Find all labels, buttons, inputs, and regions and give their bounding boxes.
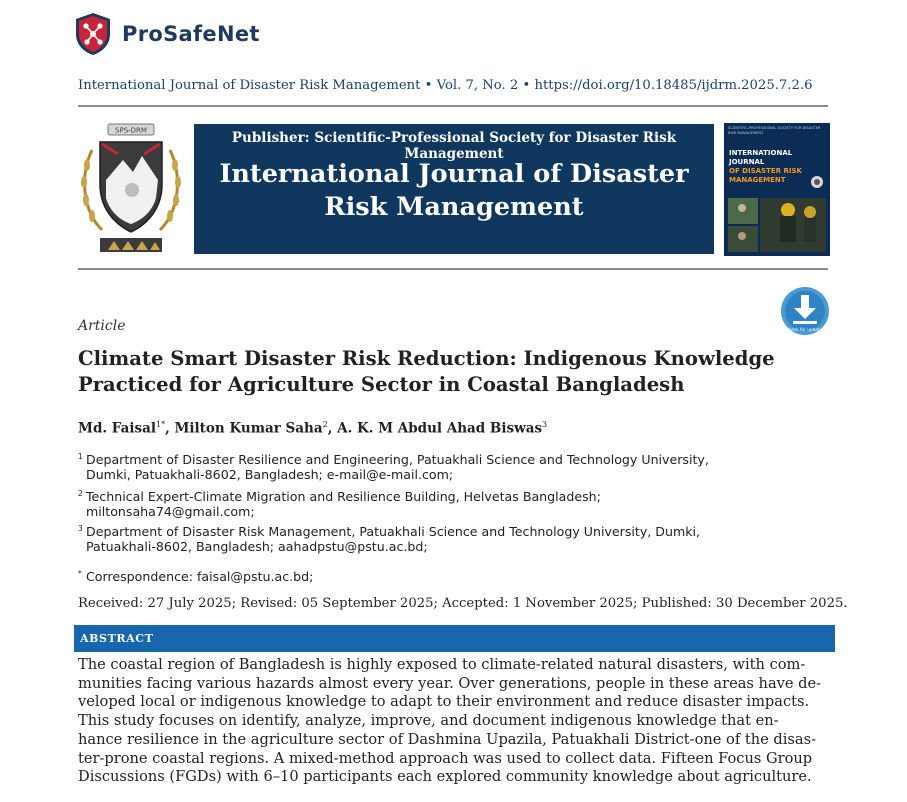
- cover-title-line-1: INTERNATIONAL JOURNAL: [729, 149, 793, 166]
- cover-publisher-text: SCIENTIFIC-PROFESSIONAL SOCIETY FOR DISASTER RISK MANAGEMENT: [728, 126, 821, 135]
- shield-network-icon: [74, 12, 112, 56]
- abstract-line: This study focuses on identify, analyze, improve, and document indigenous knowledge that en-: [78, 712, 779, 730]
- abstract-text: [78, 656, 830, 787]
- svg-text:SPS-DRM: SPS-DRM: [115, 126, 147, 135]
- affiliation-number: 2: [78, 489, 83, 498]
- affiliation-line: Patuakhali-8602, Bangladesh; aahadpstu@pstu.ac.bd;: [86, 539, 428, 554]
- affiliation: [78, 524, 798, 554]
- article-title-line-2: Practiced for Agriculture Sector in Coastal Bangladesh: [78, 373, 685, 396]
- abstract-line: veloped local or indigenous knowledge to adapt to their environment and reduce disaster impacts.: [78, 693, 810, 711]
- correspondence-mark: *: [78, 569, 82, 578]
- journal-name: International Journal of Disaster Risk Management: [78, 78, 421, 93]
- author-list: Md. Faisal$^{1*}$, Milton Kumar Saha$^2$, A. K. M Abdul Ahad Biswas$^3$: [78, 420, 548, 437]
- cover-emblem-icon: [810, 175, 824, 189]
- abstract-label: ABSTRACT: [80, 632, 154, 645]
- bullet-separator: •: [424, 78, 437, 93]
- check-updates-label: Check for updates: [785, 328, 825, 333]
- author-affiliation-mark: 1*: [155, 420, 166, 429]
- volume-issue: Vol. 7, No. 2: [436, 78, 519, 93]
- article-title: [78, 346, 838, 398]
- article-title-line-1: Climate Smart Disaster Risk Reduction: Indigenous Knowledge: [78, 347, 775, 370]
- affiliation: [78, 452, 798, 482]
- header-rule-top: [78, 105, 828, 107]
- affiliation: [78, 489, 798, 519]
- abstract-line: ter-prone coastal regions. A mixed-method approach was used to collect data. Fifteen Focus Group: [78, 749, 813, 767]
- journal-cover-thumbnail: [724, 123, 830, 256]
- journal-banner: [194, 124, 714, 254]
- affiliation-line: Technical Expert-Climate Migration and Resilience Building, Helvetas Bangladesh;: [86, 489, 601, 504]
- society-seal-emblem: [78, 120, 184, 256]
- affiliation-line: Dumki, Patuakhali-8602, Bangladesh; e-mail@e-mail.com;: [86, 467, 454, 482]
- citation-line: [78, 78, 812, 93]
- cover-title-line-2: OF DISASTER RISK: [729, 167, 802, 175]
- affiliation-line: miltonsaha74@gmail.com;: [86, 504, 255, 519]
- affiliation-number: 3: [78, 524, 83, 533]
- bullet-separator: •: [522, 78, 535, 93]
- journal-title-line-1: International Journal of Disaster: [219, 159, 689, 189]
- abstract-line: Discussions (FGDs) with 6–10 participants each explored community knowledge about agriculture.: [78, 768, 812, 786]
- affiliation-line: Department of Disaster Risk Management, Patuakhali Science and Technology University, Dumki,: [86, 524, 701, 539]
- abstract-line: The coastal region of Bangladesh is highly exposed to climate-related natural disasters, with com-: [78, 656, 806, 673]
- journal-title-line-2: Risk Management: [324, 192, 584, 222]
- affiliation-number: 1: [78, 452, 83, 461]
- publication-dates: Received: 27 July 2025; Revised: 05 September 2025; Accepted: 1 November 2025; Published: 30 December 2025.: [78, 596, 848, 611]
- affiliation-line: Department of Disaster Resilience and Engineering, Patuakhali Science and Technology University,: [86, 452, 709, 467]
- doi-link[interactable]: https://doi.org/10.18485/ijdrm.2025.7.2.6: [534, 78, 813, 93]
- correspondence: [78, 569, 798, 584]
- author-name: Md. Faisal: [78, 420, 156, 437]
- author-name: A. K. M Abdul Ahad Biswas: [337, 420, 543, 437]
- author-name: Milton Kumar Saha: [174, 420, 323, 437]
- journal-title: [194, 158, 714, 224]
- article-type: Article: [78, 318, 126, 334]
- brand-name: ProSafeNet: [122, 22, 260, 46]
- header-rule-bottom: [78, 268, 828, 270]
- check-for-updates-button[interactable]: [780, 286, 830, 336]
- cover-photos: [728, 198, 826, 252]
- author-affiliation-mark: 3: [542, 420, 548, 429]
- correspondence-text: Correspondence: faisal@pstu.ac.bd;: [86, 569, 314, 584]
- cover-title-line-3: MANAGEMENT: [729, 176, 786, 184]
- abstract-header-bar: [74, 625, 835, 652]
- publisher-line: Publisher: Scientific-Professional Society for Disaster Risk Management: [231, 130, 677, 162]
- abstract-line: munities facing various hazards almost every year. Over generations, people in these areas have de-: [78, 674, 822, 692]
- author-affiliation-mark: 2: [322, 420, 328, 429]
- abstract-line: hance resilience in the agriculture sector of Dashmina Upazila, Patuakhali District-one of the disas-: [78, 730, 817, 748]
